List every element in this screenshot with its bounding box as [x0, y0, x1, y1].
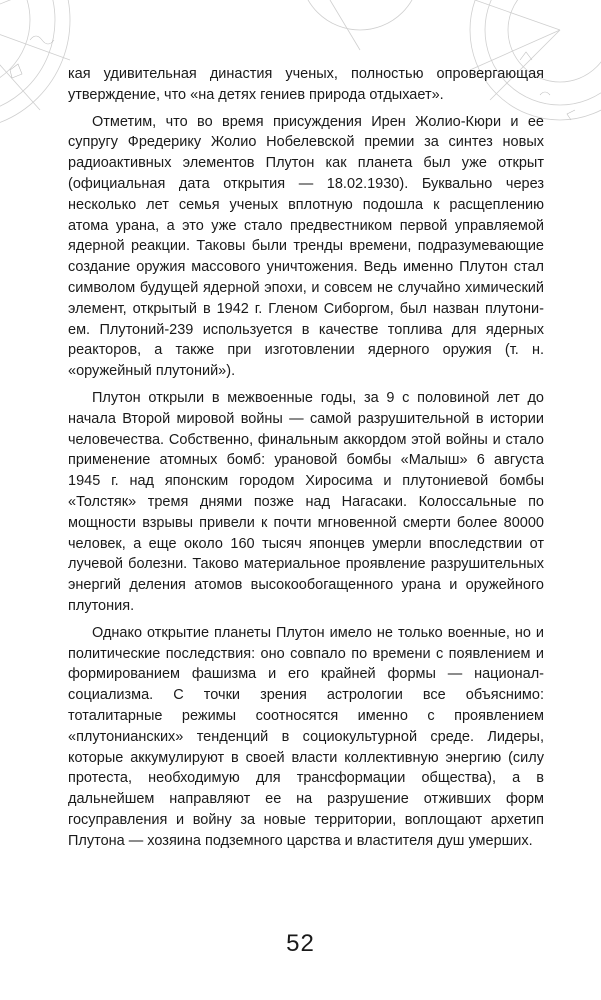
paragraph: Однако открытие планеты Плутон имело не только военные, но и политические последствия: оно совпало по времени с появлением и формированием фашизма и его крайней формы — национал-социализма. С точки зрения астрологии все объяснимо: тоталитарные режимы соотносятся именно с проявлением «плутонианских» тенденций в социокультурной среде. Лидеры, которые аккумулируют в своей власти коллективную энергию (силу протеста, необходимую для трансформации общества), а в дальнейшем направляют ее на разрушение отживших форм госуправления и войну за новые территории, воплощают архетип Плутона — хозяина подземного царства и властителя душ умерших. [68, 624, 544, 849]
paragraph: Плутон открыли в межвоенные годы, за 9 с половиной лет до начала Второй мировой войны — самой разрушительной в истории человечества. Собственно, финальным аккордом этой войны и стало применение атомных бомб: урановой бомбы «Малыш» 6 августа 1945 г. над японским городом Хиросима и плутониевой бомбы «Толстяк» тремя днями позже над Нагасаки. Колоссальные по мощности взрывы привели к почти мгновенной смерти более 80000 человек, а еще около 160 тысяч японцев умерли впоследствии от лучевой болезни. Таково материальное проявление разрушительных энергий деления атомов высокообогащенного урана и оружейного плутония. [68, 389, 544, 614]
page-number: 52 [286, 930, 315, 957]
paragraph: кая удивительная династия ученых, полностью опровергающая утверждение, что «на детях гениев природа отдыхает». [68, 66, 544, 103]
body-text [68, 64, 544, 857]
paragraph: Отметим, что во время присуждения Ирен Жолио-Кюри и ее супругу Фредерику Жолио Нобелевской премии за синтез новых радиоактивных элементов Плутон как планета был уже открыт (официальная дата открытия — 18.02.1930). Буквально через несколько лет семья ученых вплотную подошла к расщеплению атома урана, а это уже стало предвестником первой управляемой ядерной реакции. Таковы были тренды времени, подразумевающие создание оружия массового уничтожения. Ведь именно Плутон стал символом будущей ядерной эпохи, и совсем не случайно химический элемент, открытый в 1942 г. Гленом Сиборгом, был назван плутонием. Плутоний-239 используется в качестве топлива для ядерных реакторов, а также при изготовлении ядерного оружия (т. н. «оружейный плутоний»). [68, 113, 544, 380]
